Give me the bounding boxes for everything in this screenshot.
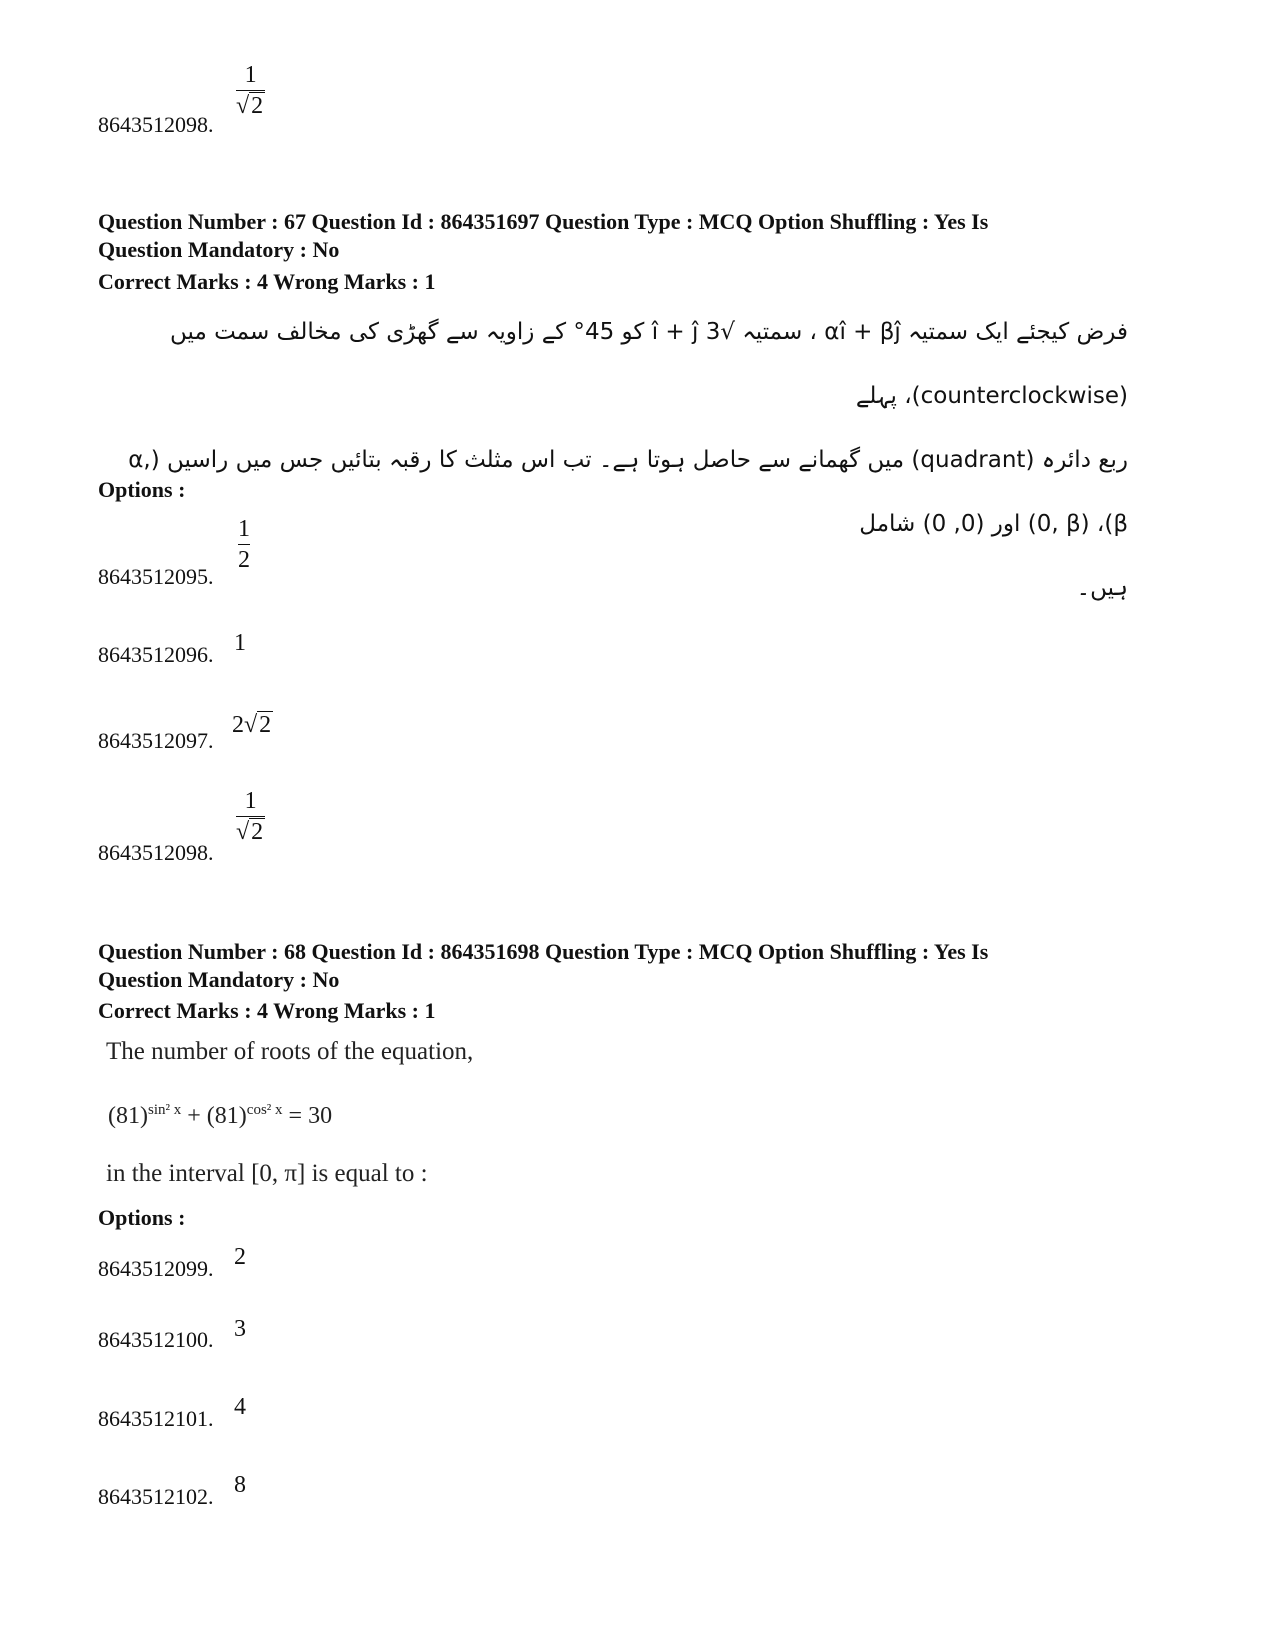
option-id: 8643512095. bbox=[98, 564, 214, 589]
sqrt-denominator: √2 bbox=[236, 819, 264, 845]
option-value-fraction bbox=[236, 62, 265, 119]
option-value-fraction bbox=[236, 788, 265, 845]
option-value: 3 bbox=[234, 1316, 246, 1342]
options-label: Options : bbox=[98, 1205, 186, 1230]
question-header: Question Number : 68 Question Id : 864351698 Question Type : MCQ Option Shuffling : Yes Is Question Mandatory : No bbox=[98, 939, 989, 992]
option-value: 8 bbox=[234, 1472, 246, 1498]
question-marks: Correct Marks : 4 Wrong Marks : 1 bbox=[98, 998, 436, 1023]
fraction-numerator: 1 bbox=[238, 516, 250, 542]
question-text: The number of roots of the equation, bbox=[106, 1038, 474, 1065]
option-value: 4 bbox=[234, 1394, 246, 1420]
option-id: 8643512098. bbox=[98, 112, 214, 137]
option-id: 8643512098. bbox=[98, 840, 214, 865]
fraction-numerator: 1 bbox=[244, 788, 257, 814]
question-header: Question Number : 67 Question Id : 864351697 Question Type : MCQ Option Shuffling : Yes Is Question Mandatory : No bbox=[98, 209, 989, 262]
question-text: in the interval [0, π] is equal to : bbox=[106, 1160, 428, 1187]
option-id: 8643512101. bbox=[98, 1406, 214, 1431]
option-id: 8643512100. bbox=[98, 1327, 214, 1352]
question-equation: $(81)^{sin^2 x} + (81)^{cos^2 x} = 30$ bbox=[108, 1102, 333, 1129]
sqrt-denominator: √2 bbox=[236, 93, 264, 119]
option-value-sqrt: 2√2 bbox=[232, 712, 272, 738]
options-label: Options : bbox=[98, 477, 186, 502]
option-value: 1 bbox=[234, 630, 246, 656]
option-value-fraction bbox=[238, 516, 250, 573]
question-text-urdu: فرض کیجئے ایک سمتیہ αî + βĵ ، سمتیہ √3 î + ĵ کو 45° کے زاویہ سے گھڑی کی مخالف سمت میں (counterclockwise)، پہلے ربع دائرہ (quadrant) میں گھمانے سے حاصل ہوتا ہے۔ تب اس مثلث کا رقبہ بتائیں جس میں راسیں (α, β)، (0, β) اور (0, 0) شامل ہیں۔ bbox=[128, 319, 1128, 601]
option-id: 8643512096. bbox=[98, 642, 214, 667]
fraction-numerator: 1 bbox=[244, 62, 257, 88]
option-id: 8643512097. bbox=[98, 728, 214, 753]
fraction-denominator: 2 bbox=[238, 547, 250, 573]
question-marks: Correct Marks : 4 Wrong Marks : 1 bbox=[98, 269, 436, 294]
option-value: 2 bbox=[234, 1244, 246, 1270]
option-id: 8643512099. bbox=[98, 1256, 214, 1281]
option-id: 8643512102. bbox=[98, 1484, 214, 1509]
